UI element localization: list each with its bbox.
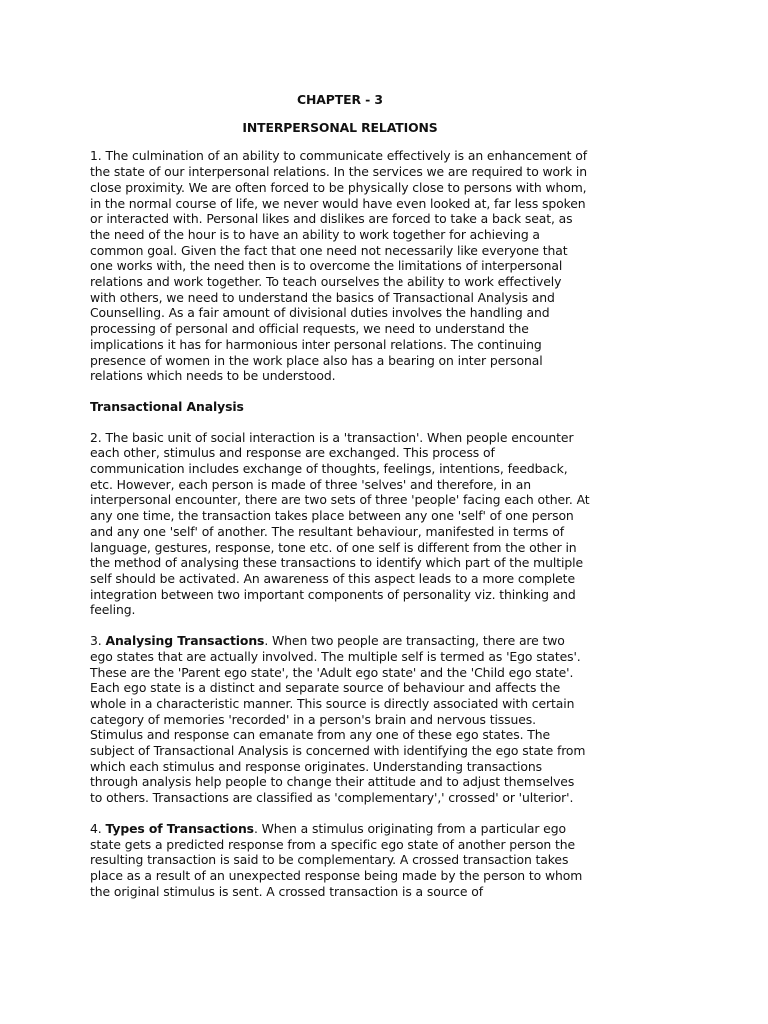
document-page bbox=[90, 92, 590, 914]
chapter-label: CHAPTER - 3 bbox=[297, 92, 383, 107]
paragraph-3-body: . When two people are transacting, there are two ego states that are actually involved. The multiple self is termed as 'Ego states'. These are the 'Parent ego state', the 'Adult ego state' and the 'Child ego state'. Each ego state is a distinct and separate source of behaviour and affects the whole in a characteristic manner. This source is directly associated with certain category of memories 'recorded' in a person's brain and nervous tissues. Stimulus and response can emanate from any one of these ego states. The subject of Transactional Analysis is concerned with identifying the ego state from which each stimulus and response originates. Understanding transactions through analysis help people to change their attitude and to adjust themselves to others. Transactions are classified as 'complementary',' crossed' or 'ulterior'. bbox=[90, 633, 586, 806]
paragraph-4-heading: Types of Transactions bbox=[105, 820, 254, 836]
chapter-title: INTERPERSONAL RELATIONS bbox=[242, 119, 438, 135]
paragraph-1: 1. The culmination of an ability to communicate effectively is an enhancement of the state of our interpersonal relations. In the services we are required to work in close proximity. We are often forced to be physically close to persons with whom, in the normal course of life, we never would have even looked at, far less spoken or interacted with. Personal likes and dislikes are forced to take a back seat, as the need of the hour is to have an ability to work together for achieving a common goal. Given the fact that one need not necessarily like everyone that one works with, the need then is to overcome the limitations of interpersonal relations and work together. To teach ourselves the ability to work effectively with others, we need to understand the basics of Transactional Analysis and Counselling. As a fair amount of divisional duties involves the handling and processing of personal and official requests, we need to understand the implications it has for harmonious inter personal relations. The continuing presence of women in the work place also has a bearing on inter personal relations which needs to be understood. bbox=[90, 148, 588, 384]
paragraph-4-body: . When a stimulus originating from a particular ego state gets a predicted response from a specific ego state of another person the resulting transaction is said to be complementary. A crossed transaction takes place as a result of an unexpected response being made by the person to whom the original stimulus is sent. A crossed transaction is a source of bbox=[90, 820, 583, 899]
paragraph-4 bbox=[90, 821, 590, 900]
section-heading-transactional-analysis: Transactional Analysis bbox=[90, 398, 244, 414]
paragraph-3-heading: Analysing Transactions bbox=[105, 633, 265, 649]
paragraph-4-number: 4. bbox=[90, 820, 106, 836]
paragraph-2: 2. The basic unit of social interaction is a 'transaction'. When people encounter each other, stimulus and response are exchanged. This process of communication includes exchange of thoughts, feelings, intentions, feedback, etc. However, each person is made of three 'selves' and therefore, in an interpersonal encounter, there are two sets of three 'people' facing each other. At any one time, the transaction takes place between any one 'self' of one person and any one 'self' of another. The resultant behaviour, manifested in terms of language, gestures, response, tone etc. of one self is different from the other in the method of analysing these transactions to identify which part of the multiple self should be activated. An awareness of this aspect leads to a more complete integration between two important components of personality viz. thinking and feeling. bbox=[90, 429, 590, 618]
paragraph-3 bbox=[90, 633, 590, 806]
paragraph-3-number: 3. bbox=[90, 633, 106, 649]
